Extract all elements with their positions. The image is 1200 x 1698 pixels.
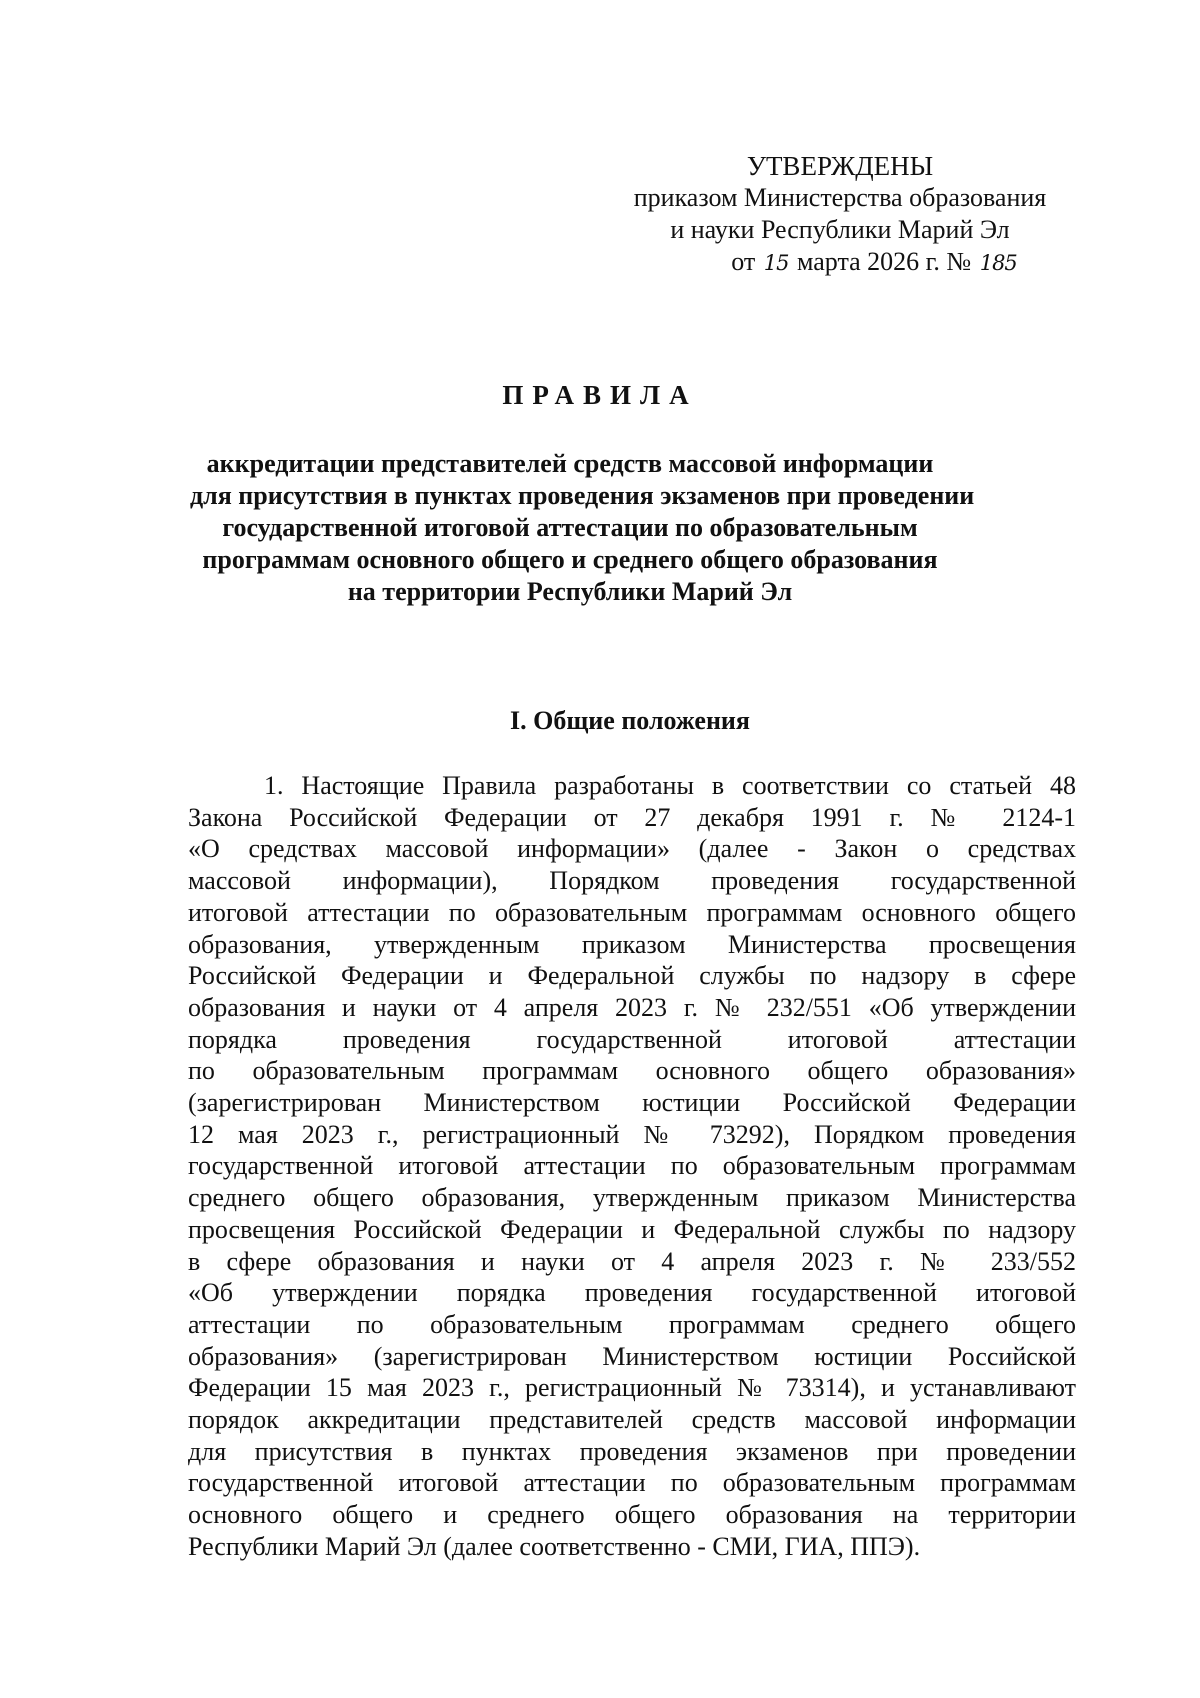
paragraph-line: в сфере образования и науки от 4 апреля 2023 г. № 233/552: [188, 1246, 1076, 1276]
paragraph-line: (зарегистрирован Министерством юстиции Российской Федерации: [188, 1088, 1076, 1118]
paragraph-line: Российской Федерации и Федеральной службы по надзору в сфере: [188, 961, 1076, 991]
paragraph-line: порядок аккредитации представителей средств массовой информации: [188, 1405, 1076, 1435]
paragraph-line: массовой информации), Порядком проведения государственной: [188, 866, 1076, 896]
paragraph-line: образования, утвержденным приказом Министерства просвещения: [188, 929, 1076, 959]
subtitle-line: государственной итоговой аттестации по образовательным: [222, 513, 918, 542]
paragraph-line: аттестации по образовательным программам среднего общего: [188, 1309, 1076, 1339]
paragraph-line: Федерации 15 мая 2023 г., регистрационный № 73314), и устанавливают: [188, 1373, 1076, 1403]
paragraph-line: «О средствах массовой информации» (далее - Закон о средствах: [188, 834, 1076, 864]
approval-heading: УТВЕРЖДЕНЫ: [746, 151, 934, 181]
paragraph-line: порядка проведения государственной итоговой аттестации: [188, 1024, 1076, 1054]
subtitle-line: для присутствия в пунктах проведения экзаменов при проведении: [190, 481, 975, 510]
paragraph-line: 12 мая 2023 г., регистрационный № 73292), Порядком проведения: [188, 1119, 1076, 1149]
paragraph-line: основного общего и среднего общего образования на территории: [188, 1500, 1076, 1530]
approval-line-1: приказом Министерства образования: [633, 183, 1047, 212]
paragraph-line: для присутствия в пунктах проведения экзаменов при проведении: [188, 1436, 1076, 1466]
paragraph-line: государственной итоговой аттестации по образовательным программам: [188, 1151, 1076, 1181]
paragraph-line: итоговой аттестации по образовательным программам основного общего: [188, 897, 1076, 927]
paragraph-line: «Об утверждении порядка проведения государственной итоговой: [188, 1278, 1076, 1308]
paragraph-line: по образовательным программам основного общего образования»: [188, 1056, 1076, 1086]
subtitle-line: аккредитации представителей средств массовой информации: [206, 449, 934, 478]
document-title: ПРАВИЛА: [502, 380, 698, 410]
approval-date-line: [635, 246, 1115, 279]
subtitle-line: программам основного общего и среднего общего образования: [202, 545, 938, 574]
paragraph-line: образования» (зарегистрирован Министерством юстиции Российской: [188, 1341, 1076, 1371]
section-heading: I. Общие положения: [510, 706, 750, 735]
paragraph-line: среднего общего образования, утвержденным приказом Министерства: [188, 1183, 1076, 1213]
paragraph-line: Республики Марий Эл (далее соответственно - СМИ, ГИА, ППЭ).: [188, 1531, 921, 1561]
approval-line-2: и науки Республики Марий Эл: [670, 215, 1010, 244]
paragraph-line: государственной итоговой аттестации по образовательным программам: [188, 1468, 1076, 1498]
approval-stamp-block: [600, 150, 1080, 279]
subtitle-line: на территории Республики Марий Эл: [347, 577, 793, 606]
paragraph-1: [188, 770, 1076, 1563]
paragraph-line: образования и науки от 4 апреля 2023 г. № 232/551 «Об утверждении: [188, 992, 1076, 1022]
approval-order-number-handwritten: 185: [979, 251, 1017, 275]
approval-date-middle: марта 2026 г. №: [796, 247, 972, 276]
approval-date-prefix: от: [731, 247, 756, 276]
approval-date-day-handwritten: 15: [763, 251, 789, 275]
document-subtitle: [190, 448, 975, 608]
paragraph-line: 1. Настоящие Правила разработаны в соответствии со статьей 48: [264, 771, 1076, 800]
paragraph-line: просвещения Российской Федерации и Федеральной службы по надзору: [188, 1214, 1076, 1244]
paragraph-line: Закона Российской Федерации от 27 декабря 1991 г. № 2124-1: [188, 802, 1076, 832]
